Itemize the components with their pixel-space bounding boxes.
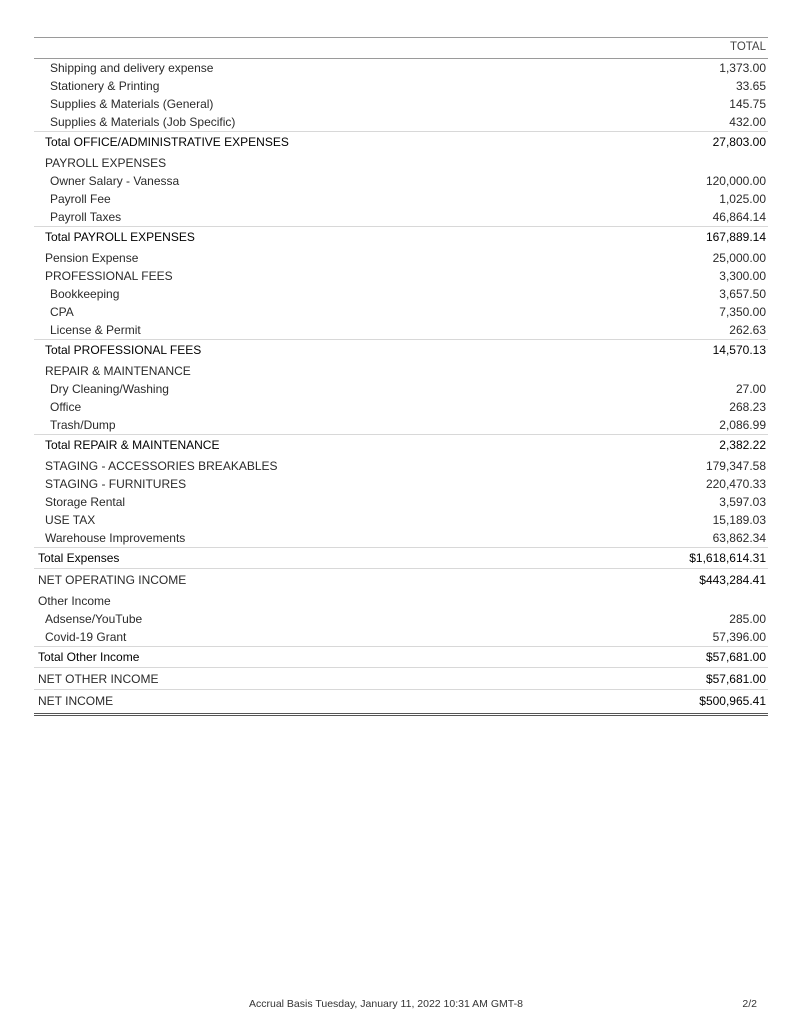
row-label: Other Income	[38, 594, 111, 608]
row-label: Total REPAIR & MAINTENANCE	[45, 438, 220, 452]
report-row-payroll-fee	[34, 190, 768, 208]
row-amount: 268.23	[729, 400, 766, 414]
row-amount: 1,373.00	[719, 61, 766, 75]
total-office-admin-row	[34, 131, 768, 152]
section-payroll-heading	[34, 154, 768, 172]
row-amount: 120,000.00	[705, 174, 766, 188]
report-row-dry-cleaning	[34, 380, 768, 398]
section-other-income-heading	[34, 592, 768, 610]
report-row-staging-accessories	[34, 457, 768, 475]
row-label: PAYROLL EXPENSES	[45, 156, 167, 170]
row-label: Supplies & Materials (Job Specific)	[50, 115, 236, 129]
row-amount: $57,681.00	[705, 672, 766, 686]
row-amount: 3,300.00	[719, 269, 766, 283]
row-label: NET INCOME	[38, 694, 114, 708]
row-label: Payroll Fee	[50, 192, 111, 206]
row-amount: 262.63	[729, 323, 766, 337]
report-row-shipping	[34, 59, 768, 77]
report-row-supplies-general	[34, 95, 768, 113]
report-row-staging-furnitures	[34, 475, 768, 493]
row-amount: 432.00	[729, 115, 766, 129]
row-label: Total PAYROLL EXPENSES	[45, 230, 195, 244]
row-label: STAGING - ACCESSORIES BREAKABLES	[45, 459, 278, 473]
row-amount: 2,382.22	[719, 438, 766, 452]
row-label: Owner Salary - Vanessa	[50, 174, 180, 188]
row-amount: 46,864.14	[712, 210, 766, 224]
row-amount: 15,189.03	[712, 513, 766, 527]
row-label: NET OPERATING INCOME	[38, 573, 187, 587]
row-amount: 57,396.00	[712, 630, 766, 644]
row-label: Total Other Income	[38, 650, 140, 664]
row-amount: 220,470.33	[705, 477, 766, 491]
row-amount: 167,889.14	[705, 230, 766, 244]
report-row-bookkeeping	[34, 285, 768, 303]
row-label: License & Permit	[50, 323, 141, 337]
net-income-row	[34, 689, 768, 716]
row-label: PROFESSIONAL FEES	[45, 269, 173, 283]
section-professional-fees-heading	[34, 267, 768, 285]
row-label: Supplies & Materials (General)	[50, 97, 214, 111]
report-row-payroll-taxes	[34, 208, 768, 226]
row-label: USE TAX	[45, 513, 96, 527]
report-row-warehouse-improvements	[34, 529, 768, 547]
row-label: Payroll Taxes	[50, 210, 122, 224]
total-professional-fees-row	[34, 339, 768, 360]
row-label: Total PROFESSIONAL FEES	[45, 343, 202, 357]
row-label: REPAIR & MAINTENANCE	[45, 364, 191, 378]
row-amount: 3,657.50	[719, 287, 766, 301]
row-amount: 7,350.00	[719, 305, 766, 319]
row-amount: 27,803.00	[712, 135, 766, 149]
page-number: 2/2	[742, 998, 757, 1010]
row-amount: 145.75	[729, 97, 766, 111]
row-amount: $1,618,614.31	[689, 551, 766, 565]
report-row-owner-salary	[34, 172, 768, 190]
report-row-cpa	[34, 303, 768, 321]
row-amount: $57,681.00	[705, 650, 766, 664]
row-amount: 2,086.99	[719, 418, 766, 432]
net-operating-income-row	[34, 568, 768, 590]
report-row-pension	[34, 249, 768, 267]
row-amount: 27.00	[735, 382, 766, 396]
profit-and-loss-report	[34, 37, 768, 716]
row-label: Office	[50, 400, 82, 414]
row-amount: 33.65	[735, 79, 766, 93]
row-amount: $500,965.41	[699, 694, 766, 708]
row-label: CPA	[50, 305, 74, 319]
row-label: Shipping and delivery expense	[50, 61, 214, 75]
report-row-trash-dump	[34, 416, 768, 434]
row-label: Storage Rental	[45, 495, 126, 509]
row-amount: 63,862.34	[712, 531, 766, 545]
row-label: Adsense/YouTube	[45, 612, 143, 626]
report-row-storage-rental	[34, 493, 768, 511]
row-amount: 179,347.58	[705, 459, 766, 473]
row-label: STAGING - FURNITURES	[45, 477, 187, 491]
row-amount: 1,025.00	[719, 192, 766, 206]
row-label: Covid-19 Grant	[45, 630, 127, 644]
total-repair-row	[34, 434, 768, 455]
report-row-covid-grant	[34, 628, 768, 646]
row-label: Total OFFICE/ADMINISTRATIVE EXPENSES	[45, 135, 289, 149]
row-label: Trash/Dump	[50, 418, 116, 432]
row-label: Bookkeeping	[50, 287, 120, 301]
report-row-use-tax	[34, 511, 768, 529]
report-header-row	[34, 38, 768, 59]
row-amount: 14,570.13	[712, 343, 766, 357]
total-expenses-row	[34, 547, 768, 568]
row-label: Pension Expense	[45, 251, 139, 265]
row-label: Warehouse Improvements	[45, 531, 186, 545]
report-row-license-permit	[34, 321, 768, 339]
row-amount: 25,000.00	[712, 251, 766, 265]
row-amount: 285.00	[729, 612, 766, 626]
row-label: Total Expenses	[38, 551, 120, 565]
report-row-office	[34, 398, 768, 416]
report-row-adsense-youtube	[34, 610, 768, 628]
total-payroll-row	[34, 226, 768, 247]
section-repair-heading	[34, 362, 768, 380]
row-amount: 3,597.03	[719, 495, 766, 509]
row-label: Stationery & Printing	[50, 79, 160, 93]
row-label: NET OTHER INCOME	[38, 672, 159, 686]
row-amount: $443,284.41	[699, 573, 766, 587]
row-label: Dry Cleaning/Washing	[50, 382, 169, 396]
report-row-supplies-job	[34, 113, 768, 131]
net-other-income-row	[34, 667, 768, 689]
total-other-income-row	[34, 646, 768, 667]
report-row-stationery	[34, 77, 768, 95]
total-column-header: TOTAL	[730, 41, 766, 53]
report-basis-timestamp: Accrual Basis Tuesday, January 11, 2022 10:31 AM GMT-8	[249, 998, 523, 1010]
